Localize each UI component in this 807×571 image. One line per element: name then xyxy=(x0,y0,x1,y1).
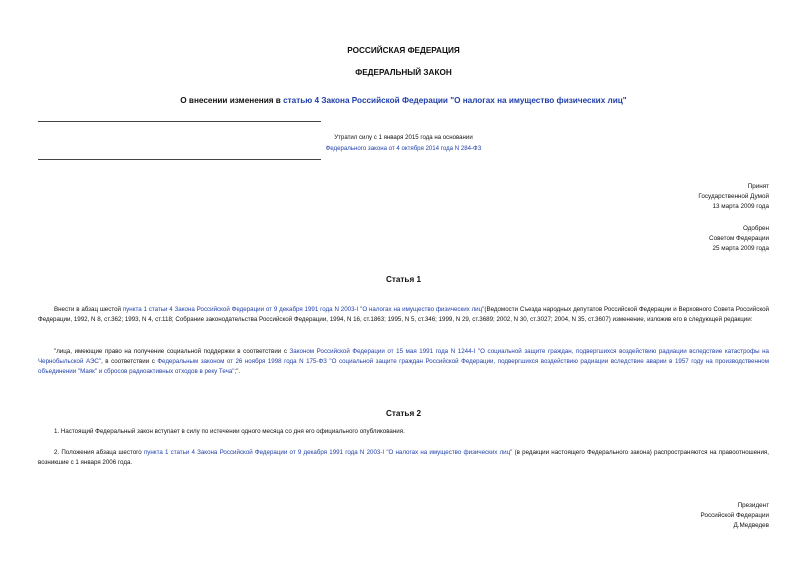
article1-paragraph1 xyxy=(38,305,769,325)
article2-paragraph1 xyxy=(38,427,769,437)
signature-name: Д.Медведев xyxy=(733,522,769,529)
adopted-date: 13 марта 2009 года xyxy=(712,203,769,210)
a1p2-c: ;". xyxy=(234,368,241,375)
a1p2-a: "лица, имеющие право на получение социальной поддержки в соответствии с xyxy=(54,348,290,355)
approved-label: Одобрен xyxy=(742,225,769,232)
country-heading: РОССИЙСКАЯ ФЕДЕРАЦИЯ xyxy=(347,46,460,55)
article2-paragraph2 xyxy=(38,448,769,468)
a1p2-link2[interactable]: Федеральным законом от 26 ноября 1998 года N 175-ФЗ "О социальной защите граждан Российской Федерации, подвергшихся воздействию радиации вследствие аварии в 1957 году на производственном объединении "Маяк" и сбросов радиоактивных отходов в реку Теча" xyxy=(38,358,769,375)
document-title xyxy=(0,96,807,105)
status-note-line1: Утратил силу с 1 января 2015 года на основании xyxy=(334,134,473,141)
adoption-council xyxy=(709,224,769,254)
adoption-duma xyxy=(698,182,769,212)
article1-heading: Статья 1 xyxy=(385,275,422,284)
approved-date: 25 марта 2009 года xyxy=(712,245,769,252)
a2p2-pre: 2. Положения абзаца шестого xyxy=(54,449,144,456)
signature-title: Президент xyxy=(737,502,769,509)
adopted-body: Государственной Думой xyxy=(698,193,769,200)
divider-top xyxy=(38,121,321,122)
status-note-link[interactable]: Федерального закона от 4 октября 2014 года N 284-ФЗ xyxy=(325,145,482,152)
signature-country: Российской Федерации xyxy=(700,512,769,519)
divider-bottom xyxy=(38,159,321,160)
approved-body: Советом Федерации xyxy=(709,235,769,242)
a1p2-b: , в соответствии с xyxy=(101,358,158,365)
article2-heading: Статья 2 xyxy=(385,409,422,418)
a1p1-post: (Ведомости Съезда народных депутатов Российской Федерации и Верховного Совета Российской Федерации, 1992, N 8, ст.362; 1993, N 4, ст.118; Собрание законодательства Российской Федерации, 1994, N 16, ст.1863; 1995, N 5, ст.346; 1999, N 29, ст.3689; 2002, N 30, ст.3027; 2004, N 35, ст.3607) изменение, изложив его в следующей редакции: xyxy=(38,306,769,323)
a1p1-pre: Внести в абзац шестой xyxy=(54,306,123,313)
law-type-heading: ФЕДЕРАЛЬНЫЙ ЗАКОН xyxy=(355,68,452,77)
a2p2-link[interactable]: пункта 1 статьи 4 Закона Российской Федерации от 9 декабря 1991 года N 2003-I "О налогах на имущество физических лиц" xyxy=(143,449,513,456)
signature-block xyxy=(701,501,769,531)
article1-paragraph2 xyxy=(38,347,769,377)
a2p2-post: (в редакции настоящего Федерального закона) распространяются на правоотношения, возникшие с 1 января 2006 года. xyxy=(38,449,769,466)
a1p1-link[interactable]: пункта 1 статьи 4 Закона Российской Федерации от 9 декабря 1991 года N 2003-I "О налогах на имущество физических лиц" xyxy=(122,306,485,313)
title-link[interactable]: статью 4 Закона Российской Федерации "О налогах на имущество физических лиц" xyxy=(283,96,627,105)
a1p2-link1[interactable]: Законом Российской Федерации от 15 мая 1991 года N 1244-I "О социальной защите граждан, подвергшихся воздействию радиации вследствие катастрофы на Чернобыльской АЭС" xyxy=(38,348,769,365)
adopted-label: Принят xyxy=(747,183,769,190)
title-prefix: О внесении изменения в xyxy=(180,96,284,105)
a2p1-text: 1. Настоящий Федеральный закон вступает в силу по истечении одного месяца со дня его официального опубликования. xyxy=(54,428,405,435)
